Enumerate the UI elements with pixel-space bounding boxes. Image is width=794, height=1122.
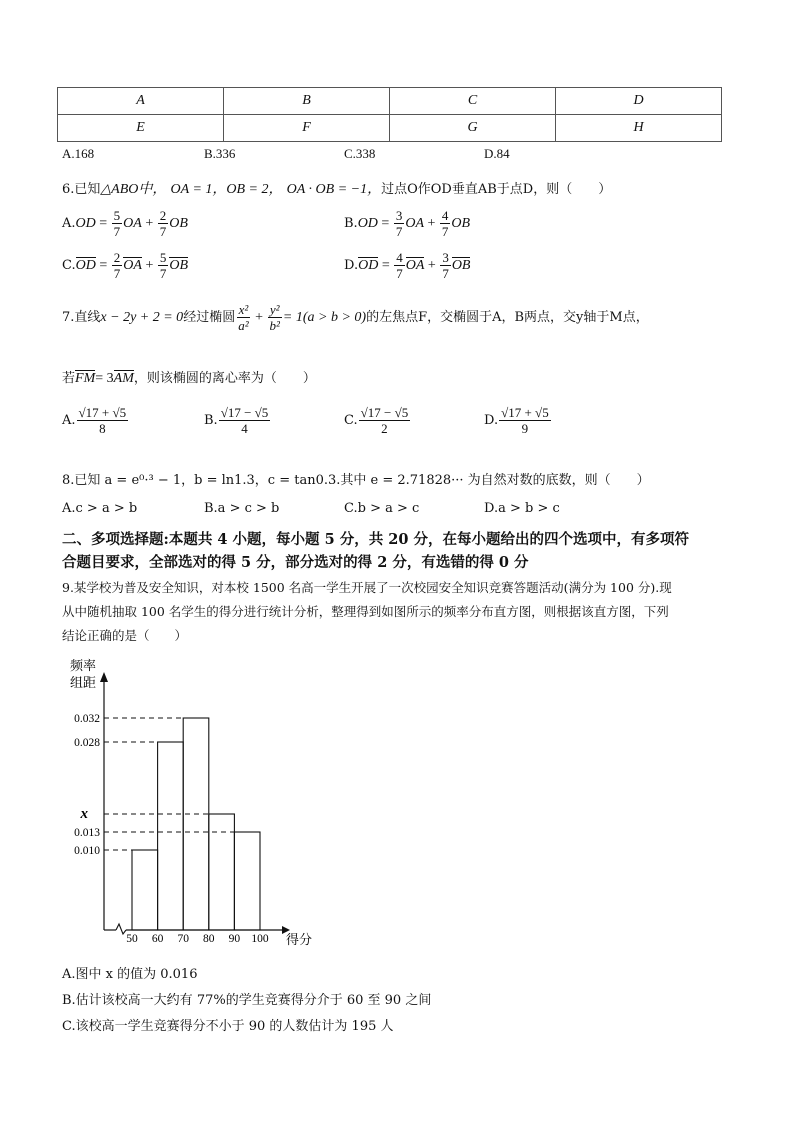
q7-option-b xyxy=(204,405,271,436)
fraction xyxy=(440,208,451,239)
option-label: C. xyxy=(62,258,76,273)
q7-stem-line2 xyxy=(62,367,316,387)
denominator: 8 xyxy=(99,421,106,436)
fraction xyxy=(394,250,405,281)
option-label: B. xyxy=(204,413,218,428)
x-axis-break xyxy=(116,924,126,934)
q6-option-a: A.OD = $\frac{5}{7}$ OA + $\frac{2}{7}$ OB xyxy=(62,208,188,239)
numerator: x² xyxy=(238,302,249,317)
denominator: 7 xyxy=(441,224,449,239)
option-label: B. xyxy=(344,216,358,231)
vector-oa: OA xyxy=(405,258,425,273)
q6-rest: 过点O作OD垂直AB于点D，则（ ） xyxy=(381,182,612,197)
numerator: 3 xyxy=(395,208,403,223)
q7-option-c xyxy=(344,405,411,436)
fraction xyxy=(112,250,123,281)
denominator: 7 xyxy=(159,266,167,281)
xtick-label: 60 xyxy=(151,933,164,945)
option-label: A. xyxy=(62,216,76,231)
table-cell: B xyxy=(224,88,390,115)
table-cell: A xyxy=(58,88,224,115)
frequency-histogram xyxy=(60,650,350,950)
q7-ellipse-rest: = 1(a > b > 0) xyxy=(282,310,367,325)
denominator: 7 xyxy=(159,224,167,239)
q8-option-b: B.a > c > b xyxy=(204,501,280,516)
fraction xyxy=(158,208,169,239)
numerator: √17 + √5 xyxy=(501,405,549,420)
q8-option-a: A.c > a > b xyxy=(62,501,138,516)
q7-equals: = 3 xyxy=(95,371,114,386)
table-cell: F xyxy=(224,115,390,142)
fraction xyxy=(219,405,271,436)
q7-line-equation: x − 2y + 2 = 0 xyxy=(100,310,184,325)
q7-text: ，则该椭圆的离心率为（ ） xyxy=(133,371,316,386)
xtick-label: 90 xyxy=(228,933,241,945)
denominator: 4 xyxy=(241,421,248,436)
numerator: 5 xyxy=(159,250,167,265)
numerator: 4 xyxy=(441,208,449,223)
q8-option-c: C.b > a > c xyxy=(344,501,420,516)
q7-prefix: 7.直线 xyxy=(62,310,101,325)
vector-ob: OB xyxy=(169,216,188,231)
q7-option-d xyxy=(484,405,552,436)
vector-od: OD xyxy=(357,216,378,231)
numerator: 2 xyxy=(159,208,167,223)
q5-option-c: C.338 xyxy=(344,146,376,161)
denominator: 7 xyxy=(442,266,449,281)
q8-option-d: D.a > b > c xyxy=(484,501,560,516)
histogram-bar xyxy=(158,742,184,930)
xtick-label: 100 xyxy=(251,933,269,945)
table-row xyxy=(58,115,722,142)
vector-ob: OB xyxy=(451,216,471,231)
table-cell: C xyxy=(390,88,556,115)
q7-stem-line1: 7.直线x − 2y + 2 = 0经过椭圆 $\frac{\text{x²}}{\text{a²}}$ + $\frac{\text{y²}}{\text{b²}}$ = 1(a > b > 0)的左焦点F，交椭圆于A，B两点，交y轴于M点， xyxy=(62,302,649,333)
q5-option-b: B.336 xyxy=(204,146,236,161)
histogram-bar xyxy=(132,850,158,930)
histogram-bar xyxy=(183,718,209,930)
q9-option-b: B.估计该校高一大约有 77%的学生竞赛得分介于 60 至 90 之间 xyxy=(62,993,432,1008)
numerator: √17 + √5 xyxy=(78,405,127,420)
q7-option-a xyxy=(62,405,129,436)
fraction xyxy=(77,405,129,436)
q6-option-c: C.OD = $\frac{2}{7}$ OA + $\frac{5}{7}$ OB xyxy=(62,250,189,281)
denominator: 7 xyxy=(113,224,121,239)
q6-triangle: △ABO中， xyxy=(100,182,167,197)
denominator: b² xyxy=(269,318,280,333)
numerator: 5 xyxy=(113,208,121,223)
vector-fm: FM xyxy=(75,371,96,386)
xtick-label: 80 xyxy=(203,933,215,945)
vector-ob: OB xyxy=(451,258,471,273)
q9-option-a: A.图中 x 的值为 0.016 xyxy=(62,967,198,982)
vector-am: AM xyxy=(113,371,134,386)
fraction xyxy=(158,250,169,281)
denominator: 7 xyxy=(113,266,121,281)
vector-oa: OA xyxy=(123,216,142,231)
ytick-label: 0.028 xyxy=(74,737,100,749)
section2-heading-line2: 合题目要求，全部选对的得 5 分，部分选对的得 2 分，有选错的得 0 分 xyxy=(62,554,529,571)
fraction xyxy=(440,250,451,281)
q6-option-d: D.OD = $\frac{4}{7}$ OA + $\frac{3}{7}$ OB xyxy=(344,250,471,281)
ytick-label: 0.010 xyxy=(74,845,100,857)
numerator: 4 xyxy=(396,250,403,265)
numerator: √17 − √5 xyxy=(360,405,409,420)
fraction xyxy=(394,208,405,239)
vector-od: OD xyxy=(75,258,96,273)
denominator: 2 xyxy=(381,421,388,436)
vector-od: OD xyxy=(75,216,96,231)
table-cell: D xyxy=(556,88,722,115)
table-cell: E xyxy=(58,115,224,142)
vector-od: OD xyxy=(358,258,379,273)
q8-stem: 8.已知 a = e⁰·³ − 1，b = ln1.3，c = tan0.3.其中 e = 2.71828··· 为自然对数的底数，则（ ） xyxy=(62,473,650,488)
denominator: 9 xyxy=(521,421,529,436)
xtick-label: 70 xyxy=(177,933,189,945)
q7-text: 的左焦点F，交椭圆于A，B两点，交y轴于M点， xyxy=(366,310,649,325)
q6-prefix: 6.已知 xyxy=(62,182,101,197)
ylabel-top: 频率 xyxy=(70,658,97,673)
q7-text: 若 xyxy=(62,371,76,386)
numerator: y² xyxy=(269,302,280,317)
vector-ob: OB xyxy=(169,258,189,273)
q5-option-d: D.84 xyxy=(484,146,510,161)
numerator: √17 − √5 xyxy=(220,405,269,420)
q6-dot-product: OA · OB = −1， xyxy=(286,182,382,197)
ytick-label: 0.013 xyxy=(74,827,100,839)
option-label: C. xyxy=(344,413,358,428)
ylabel-bottom: 组距 xyxy=(70,675,97,690)
fraction xyxy=(236,302,250,333)
histogram-bar xyxy=(209,814,235,930)
denominator: 7 xyxy=(396,266,403,281)
fraction xyxy=(499,405,551,436)
table-cell: H xyxy=(556,115,722,142)
vector-oa: OA xyxy=(123,258,142,273)
y-axis-arrow xyxy=(100,672,108,682)
xlabel: 得分 xyxy=(286,932,313,947)
numerator: 2 xyxy=(113,250,121,265)
q6-stem xyxy=(62,178,611,198)
q6-lengths: OA = 1，OB = 2， xyxy=(170,182,283,197)
ytick-label: 0.032 xyxy=(74,713,100,725)
numerator: 3 xyxy=(442,250,449,265)
option-label: D. xyxy=(484,413,499,428)
q9-stem-line2: 从中随机抽取 100 名学生的得分进行统计分析，整理得到如图所示的频率分布直方图，则根据该直方图，下列 xyxy=(62,604,669,619)
fraction xyxy=(268,302,282,333)
option-label: D. xyxy=(344,258,359,273)
option-label: A. xyxy=(62,413,76,428)
fraction xyxy=(112,208,123,239)
q9-stem-line3: 结论正确的是（ ） xyxy=(62,628,188,643)
letters-table xyxy=(57,87,722,142)
histogram-bar xyxy=(234,832,260,930)
vector-oa: OA xyxy=(405,216,424,231)
q7-text: 经过椭圆 xyxy=(183,310,236,325)
xtick-label: 50 xyxy=(126,933,138,945)
q9-stem-line1: 9.某学校为普及安全知识，对本校 1500 名高一学生开展了一次校园安全知识竞赛答题活动(满分为 100 分).现 xyxy=(62,580,672,595)
denominator: a² xyxy=(238,318,249,333)
q6-option-b: B.OD = $\frac{3}{7}$ OA + $\frac{4}{7}$ OB xyxy=(344,208,471,239)
section2-heading-line1: 二、多项选择题:本题共 4 小题，每小题 5 分，共 20 分，在每小题给出的四个选项中，有多项符 xyxy=(62,531,689,548)
denominator: 7 xyxy=(395,224,403,239)
q9-option-c: C.该校高一学生竞赛得分不小于 90 的人数估计为 195 人 xyxy=(62,1019,394,1034)
q5-option-a: A.168 xyxy=(62,146,95,161)
fraction xyxy=(359,405,411,436)
table-cell: G xyxy=(390,115,556,142)
table-row xyxy=(58,88,722,115)
ytick-label: x xyxy=(80,806,88,822)
